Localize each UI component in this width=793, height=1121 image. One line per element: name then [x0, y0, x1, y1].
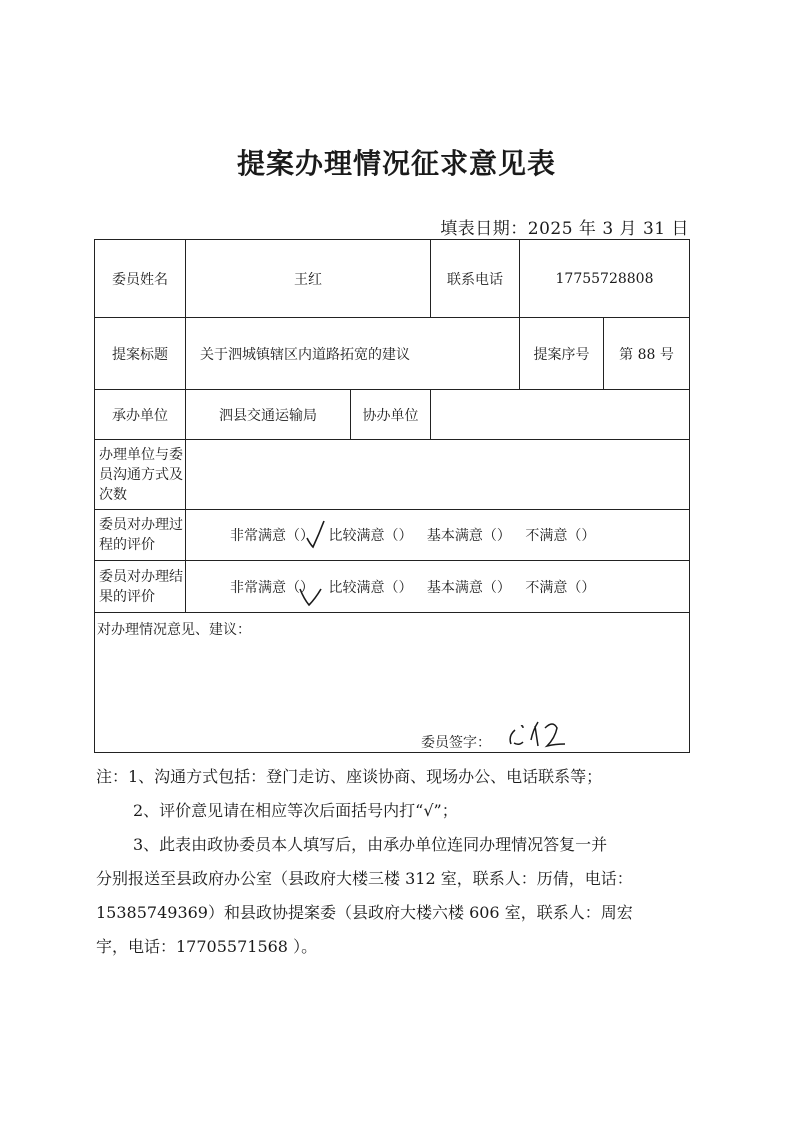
process-option-dissatisfied[interactable]: 不满意（） — [525, 528, 596, 544]
opinion-form-table — [94, 239, 690, 753]
result-eval-label: 委员对办理结果的评价 — [95, 561, 186, 613]
process-eval-label: 委员对办理过程的评价 — [95, 510, 186, 561]
note-line: 15385749369）和县政协提案委（县政府大楼六楼 606 室，联系人：周宏 — [96, 903, 633, 922]
note-line: 分别报送至县政府办公室（县政府大楼三楼 312 室，联系人：历倩，电话： — [96, 869, 633, 888]
process-eval-options — [186, 510, 690, 561]
result-eval-options — [186, 561, 690, 613]
note-line: 2、评价意见请在相应等次后面括号内打“√”； — [133, 801, 458, 820]
proposal-no-value[interactable]: 第 88 号 — [604, 318, 690, 390]
result-option-very-satisfied[interactable]: 非常满意（） — [230, 579, 314, 596]
result-option-fairly-satisfied[interactable]: 比较满意（） — [328, 579, 413, 596]
process-option-basically-satisfied[interactable]: 基本满意（） — [426, 528, 511, 544]
assist-unit-label: 协办单位 — [351, 390, 431, 440]
lead-unit-value[interactable]: 泗县交通运输局 — [186, 390, 351, 440]
opinion-area[interactable] — [95, 613, 690, 753]
signature-label: 委员签字： — [421, 735, 491, 751]
phone-value[interactable]: 17755728808 — [520, 240, 690, 318]
signature-image — [505, 716, 575, 752]
process-option-fairly-satisfied[interactable]: 比较满意（） — [328, 528, 413, 544]
result-option-basically-satisfied[interactable]: 基本满意（） — [426, 579, 511, 596]
proposal-title-label: 提案标题 — [95, 318, 186, 390]
notes-section — [96, 760, 706, 964]
form-title: 提案办理情况征求意见表 — [236, 147, 556, 180]
process-option-very-satisfied[interactable]: 非常满意（） — [230, 528, 314, 544]
note-line: 注：1、沟通方式包括：登门走访、座谈协商、现场办公、电话联系等； — [96, 767, 603, 786]
opinion-label: 对办理情况意见、建议： — [97, 622, 251, 638]
communication-value[interactable] — [186, 440, 690, 510]
phone-label: 联系电话 — [431, 240, 520, 318]
member-name-value[interactable]: 王红 — [186, 240, 431, 318]
communication-label: 办理单位与委员沟通方式及次数 — [95, 440, 186, 510]
note-line: 宇，电话：17705571568 ）。 — [96, 937, 318, 956]
lead-unit-label: 承办单位 — [95, 390, 186, 440]
assist-unit-value[interactable] — [431, 390, 690, 440]
proposal-no-label: 提案序号 — [520, 318, 604, 390]
fill-date: 填表日期：2025 年 3 月 31 日 — [440, 219, 689, 239]
proposal-title-value[interactable]: 关于泗城镇辖区内道路拓宽的建议 — [186, 318, 520, 390]
note-line: 3、此表由政协委员本人填写后，由承办单位连同办理情况答复一并 — [133, 835, 608, 854]
member-name-label: 委员姓名 — [95, 240, 186, 318]
result-option-dissatisfied[interactable]: 不满意（） — [525, 579, 596, 596]
